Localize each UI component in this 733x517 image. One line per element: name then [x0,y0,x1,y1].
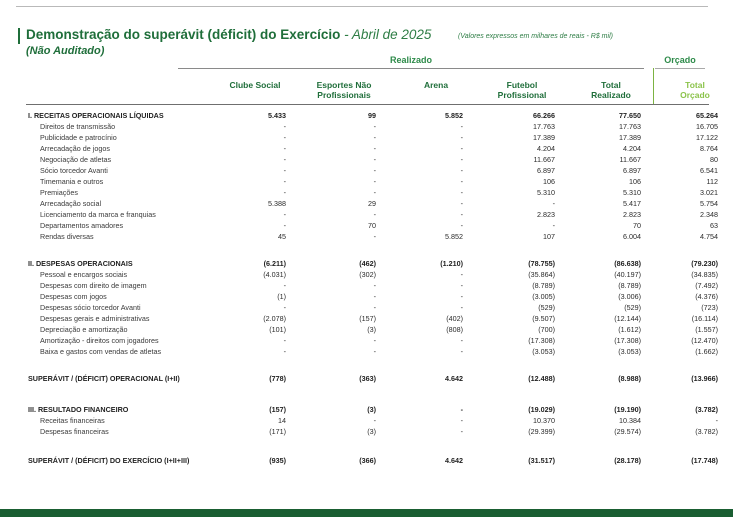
row-value: - [283,347,286,356]
row-value: - [460,166,463,175]
row-label: I. RECEITAS OPERACIONAIS LÍQUIDAS [28,111,164,120]
col-head-line: Arena [423,80,449,90]
section-row [0,405,733,415]
row-value: - [373,232,376,241]
row-value: (302) [359,270,376,279]
row-label: Publicidade e patrocínio [40,133,117,142]
row-value: 5.754 [700,199,718,208]
row-value: (31.517) [528,456,555,465]
row-value: (1.612) [618,325,641,334]
table-row [0,281,733,291]
row-value: 106 [629,177,641,186]
row-value: 3.021 [700,188,718,197]
col-head-total-orcado [662,80,728,100]
row-label: Departamentos amadores [40,221,124,230]
row-value: - [715,416,718,425]
row-value: - [373,210,376,219]
title-accent-bar [18,28,20,44]
row-value: - [460,155,463,164]
row-value: 4.204 [537,144,555,153]
row-value: - [283,133,286,142]
row-value: 17.763 [533,122,555,131]
title-period: - Abril de 2025 [340,27,432,42]
row-value: - [283,303,286,312]
table-row [0,166,733,176]
row-value: - [460,405,463,414]
page-title [26,27,431,42]
row-value: 112 [706,177,718,186]
row-value: (12.488) [528,374,555,383]
table-row [0,347,733,357]
row-label: SUPERÁVIT / (DÉFICIT) DO EXERCÍCIO (I+II+III) [28,456,190,465]
row-value: - [460,347,463,356]
row-value: - [460,427,463,436]
row-value: 70 [633,221,641,230]
row-value: (700) [538,325,555,334]
row-value: 17.763 [619,122,641,131]
row-value: 8.764 [700,144,718,153]
row-value: (3.005) [532,292,555,301]
col-head-line: Futebol [506,80,538,90]
row-value: - [373,416,376,425]
row-value: (366) [359,456,376,465]
row-value: - [460,144,463,153]
row-value: - [460,281,463,290]
table-row [0,270,733,280]
row-value: - [552,221,555,230]
row-value: - [283,122,286,131]
row-value: (101) [269,325,286,334]
col-head-line: Clube Social [229,80,281,90]
row-value: - [283,144,286,153]
row-label: Despesas com jogos [40,292,107,301]
row-value: 6.897 [623,166,641,175]
row-value: - [283,155,286,164]
row-value: - [283,188,286,197]
values-note: (Valores expressos em milhares de reais - R$ mil) [458,33,613,40]
row-value: (462) [359,259,376,268]
row-value: 2.348 [700,210,718,219]
row-value: - [460,210,463,219]
row-label: Despesas financeiras [40,427,109,436]
row-value: 45 [278,232,286,241]
group-realizado-label: Realizado [389,55,432,65]
row-value: 77.650 [619,111,641,120]
total-row [0,456,733,466]
row-value: 16.705 [696,122,718,131]
row-value: (19.190) [614,405,641,414]
row-label: Despesas sócio torcedor Avanti [40,303,141,312]
row-value: (1.557) [695,325,718,334]
table-row [0,144,733,154]
col-head-line: Realizado [591,90,631,100]
row-value: - [283,336,286,345]
row-value: - [373,133,376,142]
table-row [0,188,733,198]
row-label: Sócio torcedor Avanti [40,166,108,175]
row-value: (78.755) [528,259,555,268]
col-head-line: Total [601,80,621,90]
row-value: - [373,188,376,197]
row-value: 63 [710,221,718,230]
row-value: (12.144) [614,314,641,323]
row-value: 11.667 [619,155,641,164]
row-value: 5.310 [537,188,555,197]
row-value: (3.053) [532,347,555,356]
row-label: Arrecadação social [40,199,102,208]
row-value: (28.178) [614,456,641,465]
row-value: (17.308) [528,336,555,345]
row-value: 99 [368,111,376,120]
row-value: (79.230) [691,259,718,268]
row-value: 66.266 [533,111,555,120]
row-value: 17.122 [696,133,718,142]
row-value: 5.433 [268,111,286,120]
row-value: (363) [359,374,376,383]
row-value: - [373,155,376,164]
row-value: 5.852 [445,111,463,120]
row-value: (8.789) [618,281,641,290]
row-value: - [460,177,463,186]
orcado-divider [653,68,654,104]
row-label: Premiações [40,188,78,197]
row-value: - [373,303,376,312]
row-value: (7.492) [695,281,718,290]
table-row [0,133,733,143]
table-row [0,232,733,242]
table-row [0,210,733,220]
table-row [0,325,733,335]
row-label: II. DESPESAS OPERACIONAIS [28,259,133,268]
row-value: (1) [277,292,286,301]
row-value: (1.210) [440,259,463,268]
row-value: 4.642 [445,374,463,383]
header-rule [26,104,709,105]
row-value: (3) [367,427,376,436]
row-value: - [373,292,376,301]
row-value: (808) [446,325,463,334]
col-head-esportes [304,80,384,100]
row-value: 5.310 [623,188,641,197]
row-value: (935) [269,456,286,465]
row-value: 5.417 [623,199,641,208]
top-rule [16,6,708,7]
row-value: (3.053) [618,347,641,356]
row-value: (35.864) [528,270,555,279]
row-value: 6.541 [700,166,718,175]
row-label: Despesas com direito de imagem [40,281,147,290]
row-value: - [283,281,286,290]
row-value: - [460,336,463,345]
row-value: 11.667 [533,155,555,164]
row-value: (778) [269,374,286,383]
table-row [0,199,733,209]
row-value: 17.389 [619,133,641,142]
row-value: - [460,221,463,230]
row-value: (529) [624,303,641,312]
row-value: 4.754 [700,232,718,241]
row-label: Rendas diversas [40,232,94,241]
row-value: - [460,133,463,142]
row-value: (17.308) [614,336,641,345]
col-head-arena [412,80,460,90]
col-head-line: Total [685,80,705,90]
row-value: (2.078) [263,314,286,323]
table-row [0,427,733,437]
row-value: 70 [368,221,376,230]
section-row [0,111,733,121]
row-label: Depreciação e amortização [40,325,128,334]
row-value: 4.642 [445,456,463,465]
row-value: (8.789) [532,281,555,290]
row-value: 17.389 [533,133,555,142]
row-value: (12.470) [691,336,718,345]
row-value: (171) [269,427,286,436]
row-value: (34.835) [691,270,718,279]
row-value: (3) [367,325,376,334]
row-value: (9.507) [532,314,555,323]
row-value: 2.823 [537,210,555,219]
orcado-rule [655,68,705,69]
row-value: - [283,177,286,186]
footer-bar [0,509,733,517]
row-value: 10.384 [619,416,641,425]
row-label: Pessoal e encargos sociais [40,270,128,279]
row-value: 65.264 [696,111,718,120]
table-row [0,336,733,346]
table-row [0,122,733,132]
row-value: - [460,270,463,279]
row-value: - [283,210,286,219]
row-value: - [460,303,463,312]
table-row [0,221,733,231]
col-head-futebol [486,80,558,100]
row-value: 6.897 [537,166,555,175]
row-value: (16.114) [691,314,718,323]
row-value: (157) [359,314,376,323]
row-value: - [373,347,376,356]
row-value: (6.211) [263,259,286,268]
col-head-line: Orçado [680,90,710,100]
realizado-rule [178,68,644,69]
row-label: Direitos de transmissão [40,122,116,131]
audit-status: (Não Auditado) [26,45,105,57]
row-value: - [460,122,463,131]
row-value: (402) [446,314,463,323]
table-row [0,303,733,313]
row-value: (86.638) [614,259,641,268]
group-orcado-label: Orçado [664,55,696,65]
row-value: 5.388 [268,199,286,208]
row-value: 4.204 [623,144,641,153]
row-value: - [373,122,376,131]
row-value: (3.006) [618,292,641,301]
row-label: Arrecadação de jogos [40,144,110,153]
row-value: 80 [710,155,718,164]
row-value: - [373,281,376,290]
row-value: - [460,292,463,301]
row-value: 107 [543,232,555,241]
row-value: - [373,144,376,153]
title-main: Demonstração do superávit (déficit) do Exercício [26,27,341,42]
row-value: - [373,177,376,186]
row-label: Timemania e outros [40,177,104,186]
row-value: 6.004 [623,232,641,241]
col-head-total-realizado [578,80,644,100]
row-value: (157) [269,405,286,414]
row-value: (17.748) [691,456,718,465]
row-value: (529) [538,303,555,312]
row-value: (3.782) [695,427,718,436]
row-value: (3) [367,405,376,414]
row-value: (4.031) [263,270,286,279]
row-value: - [460,188,463,197]
row-value: (8.988) [618,374,641,383]
row-value: 106 [543,177,555,186]
row-value: - [373,166,376,175]
row-value: (40.197) [614,270,641,279]
row-value: - [460,199,463,208]
table-row [0,177,733,187]
table-row [0,292,733,302]
row-value: - [283,221,286,230]
row-label: Despesas gerais e administrativas [40,314,150,323]
row-value: 5.852 [445,232,463,241]
col-head-clube-social [222,80,288,90]
section-row [0,259,733,269]
row-value: (29.574) [614,427,641,436]
row-value: (29.399) [528,427,555,436]
row-value: 10.370 [533,416,555,425]
table-row [0,314,733,324]
row-label: Amortização - direitos com jogadores [40,336,159,345]
row-label: Baixa e gastos com vendas de atletas [40,347,162,356]
row-label: Negociação de atletas [40,155,112,164]
row-value: (13.966) [691,374,718,383]
row-value: (4.376) [695,292,718,301]
row-value: (1.662) [695,347,718,356]
total-row [0,374,733,384]
row-value: - [373,336,376,345]
row-value: (723) [701,303,718,312]
row-value: - [552,199,555,208]
row-value: - [283,166,286,175]
table-row [0,416,733,426]
row-label: SUPERÁVIT / (DÉFICIT) OPERACIONAL (I+II) [28,374,180,383]
col-head-line: Profissionais [317,90,371,100]
row-label: Licenciamento da marca e franquias [40,210,156,219]
row-value: 29 [368,199,376,208]
col-head-line: Esportes Não [316,80,372,90]
row-label: Receitas financeiras [40,416,105,425]
row-label: III. RESULTADO FINANCEIRO [28,405,129,414]
row-value: (3.782) [695,405,718,414]
row-value: 2.823 [623,210,641,219]
row-value: (19.029) [528,405,555,414]
table-row [0,155,733,165]
row-value: - [460,416,463,425]
col-head-line: Profissional [497,90,547,100]
row-value: 14 [278,416,286,425]
